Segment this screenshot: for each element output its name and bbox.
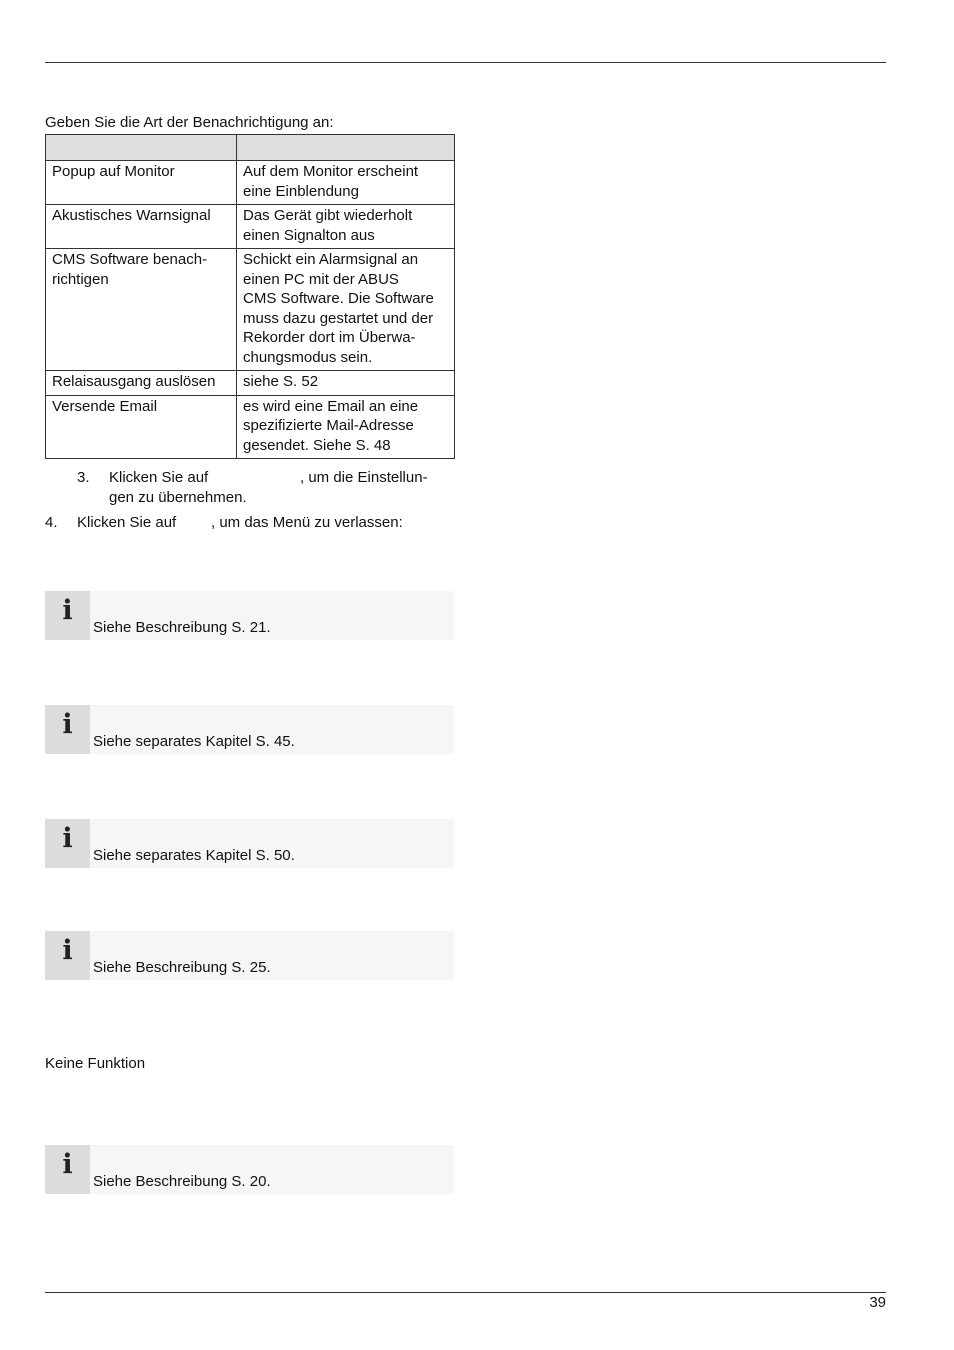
cell-line: Relaisausgang auslösen <box>52 373 216 390</box>
notification-type-cell <box>46 249 237 371</box>
info-icon-box <box>45 705 90 754</box>
no-function-text: Keine Funktion <box>45 1055 146 1072</box>
cell-line: spezifizierte Mail-Adresse <box>243 417 414 434</box>
cell-line: Popup auf Monitor <box>52 163 175 180</box>
cell-line: muss dazu gestartet und der <box>243 309 434 327</box>
info-icon: i <box>62 1149 73 1180</box>
step-4-text-after: , um das Menü zu verlassen: <box>211 514 403 531</box>
table-header-cell <box>237 135 455 161</box>
notification-desc-cell <box>237 205 455 249</box>
cell-line: Schickt ein Alarmsignal an <box>243 251 419 268</box>
cell-line: chungsmodus sein. <box>243 348 373 366</box>
notification-type-cell <box>46 371 237 396</box>
footer-rule <box>45 1292 886 1293</box>
cell-line: gesendet. Siehe S. 48 <box>243 436 391 454</box>
info-note-text: Siehe Beschreibung S. 25. <box>93 959 271 976</box>
cell-line: es wird eine Email an eine <box>243 397 419 415</box>
cell-line: richtigen <box>52 270 109 288</box>
notification-type-cell <box>46 205 237 249</box>
info-icon: i <box>62 935 73 966</box>
notification-type-cell <box>46 395 237 459</box>
cell-line: Akustisches Warnsignal <box>52 207 211 224</box>
info-note-text: Siehe Beschreibung S. 21. <box>93 619 271 636</box>
info-note <box>45 705 454 754</box>
notification-table <box>45 134 455 459</box>
cell-line: CMS Software benach- <box>52 251 208 268</box>
info-icon-box <box>45 819 90 868</box>
cell-line: Versende Email <box>52 397 158 415</box>
cell-line: CMS Software. Die Software <box>243 290 434 307</box>
info-note-text: Siehe separates Kapitel S. 50. <box>93 847 295 864</box>
cell-line: einen Signalton aus <box>243 226 375 244</box>
step-4-text: Klicken Sie auf <box>77 514 177 531</box>
page-number: 39 <box>869 1294 886 1311</box>
info-icon-box <box>45 1145 90 1194</box>
table-row <box>46 205 455 249</box>
step-3-number: 3. <box>77 469 90 486</box>
info-icon: i <box>62 823 73 854</box>
step-3-text-after: , um die Einstellun- <box>300 469 428 486</box>
info-note-text: Siehe separates Kapitel S. 45. <box>93 733 295 750</box>
step-3-text-line2: gen zu übernehmen. <box>109 489 247 506</box>
cell-line: Rekorder dort im Überwa- <box>243 329 416 346</box>
info-icon: i <box>62 709 73 740</box>
notification-desc-cell <box>237 161 455 205</box>
notification-desc-cell <box>237 371 455 396</box>
cell-line: eine Einblendung <box>243 182 359 200</box>
info-note <box>45 1145 454 1194</box>
info-note <box>45 591 454 640</box>
info-note <box>45 819 454 868</box>
table-row <box>46 371 455 396</box>
cell-line: Das Gerät gibt wiederholt <box>243 207 413 224</box>
notification-type-cell <box>46 161 237 205</box>
info-note-text: Siehe Beschreibung S. 20. <box>93 1173 271 1190</box>
table-header-cell <box>46 135 237 161</box>
intro-text: Geben Sie die Art der Benachrichtigung an: <box>45 114 334 131</box>
step-3-text: Klicken Sie auf <box>109 469 209 486</box>
info-icon-box <box>45 591 90 640</box>
step-4-number: 4. <box>45 514 58 531</box>
table-row <box>46 161 455 205</box>
table-row <box>46 249 455 371</box>
info-note <box>45 931 454 980</box>
notification-desc-cell <box>237 395 455 459</box>
info-icon: i <box>62 595 73 626</box>
table-row <box>46 395 455 459</box>
cell-line: Auf dem Monitor erscheint <box>243 163 419 180</box>
info-icon-box <box>45 931 90 980</box>
cell-line: einen PC mit der ABUS <box>243 270 399 288</box>
cell-line: siehe S. 52 <box>243 373 319 390</box>
table-header-row <box>46 135 455 161</box>
notification-desc-cell <box>237 249 455 371</box>
header-rule <box>45 62 886 63</box>
